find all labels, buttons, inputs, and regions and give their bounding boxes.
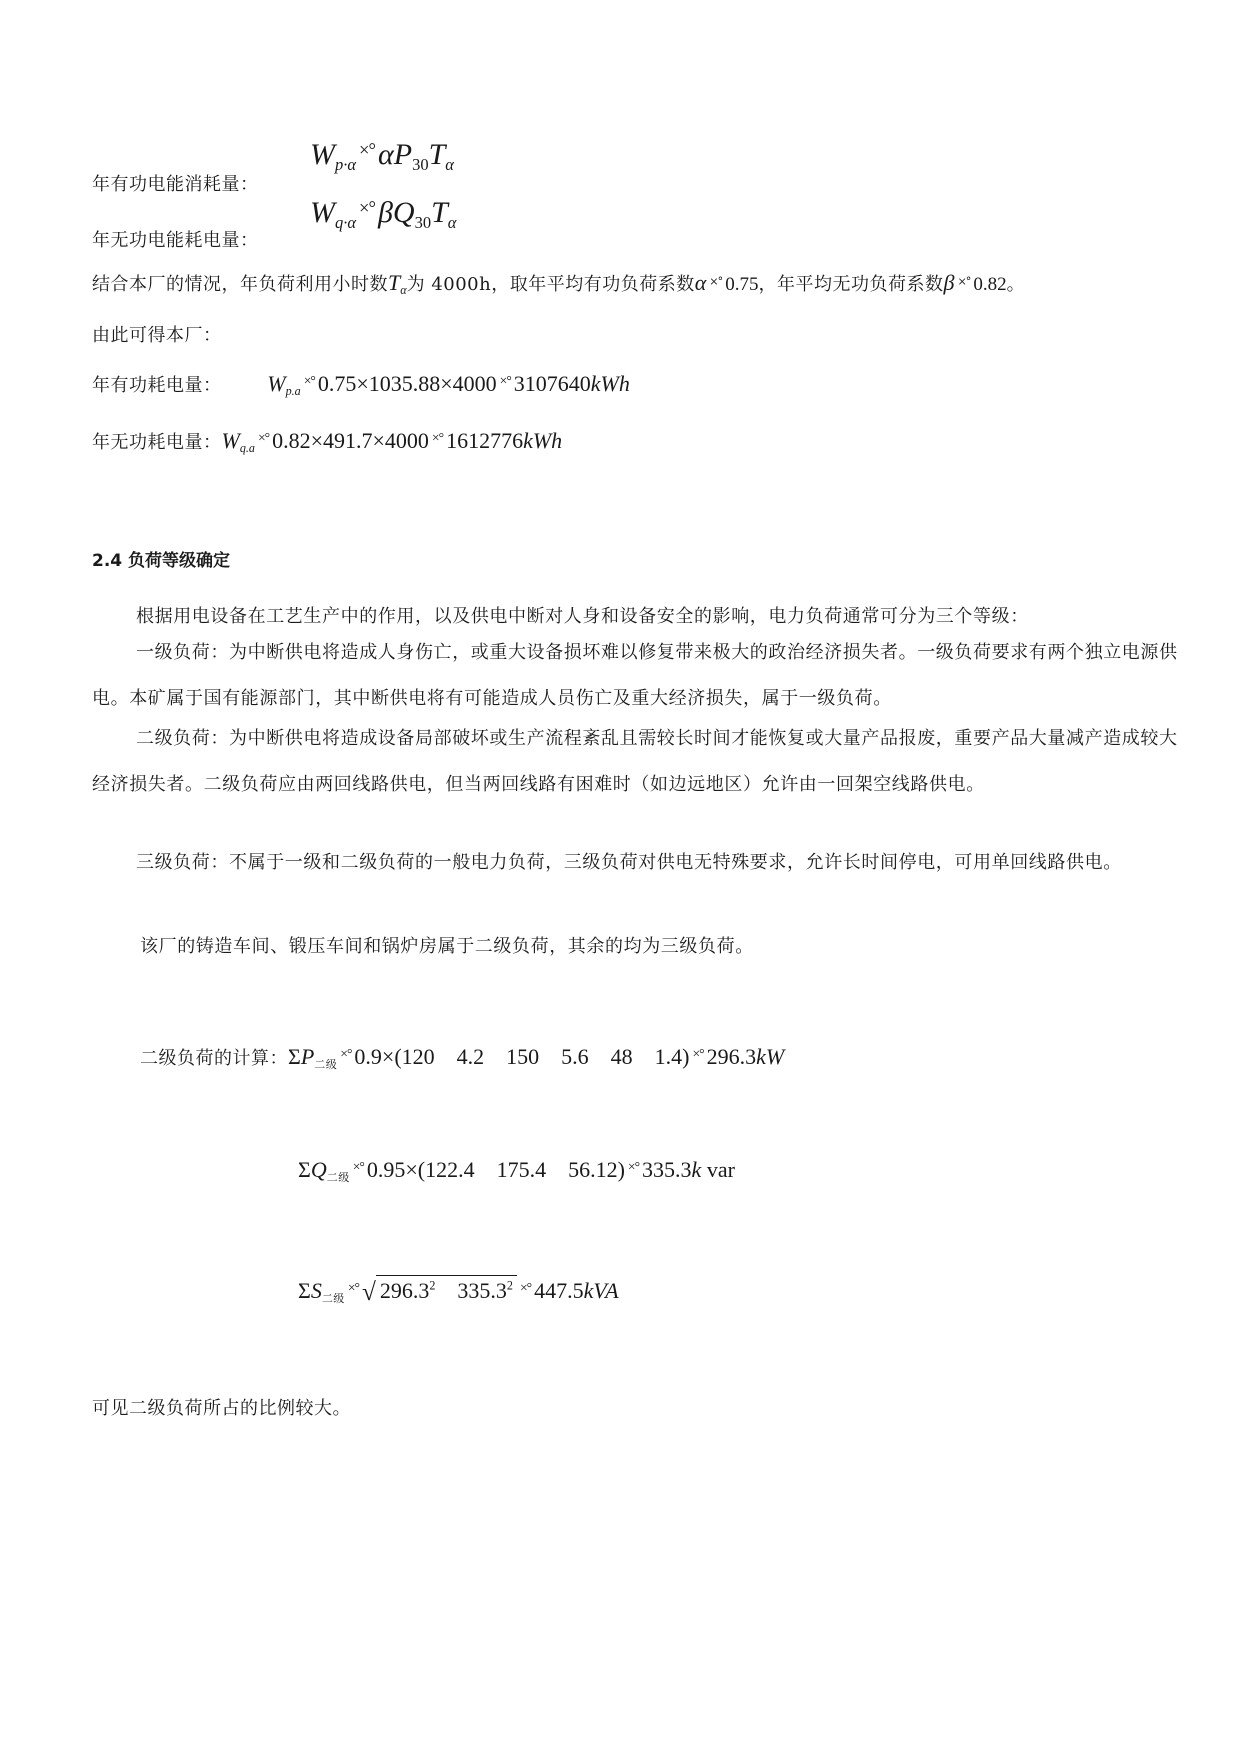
secondary-q-calc: ΣQ二级×° 0.95×(122.4 175.4 56.12) ×° 335.3k var — [298, 1157, 735, 1184]
annual-reactive-energy-formula — [92, 226, 259, 252]
paragraph-level-2: 二级负荷：为中断供电将造成设备局部破坏或生产流程紊乱且需较长时间才能恢复或大量产品报废，重要产品大量减产造成较大经济损失者。二级负荷应由两回线路供电，但当两回线路有困难时（如边远地区）允许由一回架空线路供电。 — [92, 728, 1178, 795]
secondary-s-calc: ΣS二级×° √ 296.3$^2$ 335.3$^2$ ×° 447.5kVA — [298, 1278, 619, 1307]
paragraph-level-3: 三级负荷：不属于一级和二级负荷的一般电力负荷，三级负荷对供电无特殊要求，允许长时间停电，可用单回线路供电。 — [136, 852, 1122, 873]
paragraph-factory-levels: 该厂的铸造车间、锻压车间和锅炉房属于二级负荷，其余的均为三级负荷。 — [140, 936, 754, 957]
paragraph-intro: 根据用电设备在工艺生产中的作用，以及供电中断对人身和设备安全的影响，电力负荷通常可分为三个等级： — [136, 606, 1029, 627]
annual-active-energy-formula — [92, 170, 259, 196]
square-root: √ 296.3$^2$ 335.3$^2$ — [362, 1278, 517, 1307]
annual-reactive-label: 年无功电能耗电量： — [92, 230, 259, 251]
intro-line: 结合本厂的情况，年负荷利用小时数$T_\alpha$为 4000h，取年平均有功负荷系数α ×° 0.75，年平均无功负荷系数β ×° 0.82。 — [92, 270, 1026, 298]
secondary-p-calc: 二级负荷的计算：ΣP二级×° 0.9×(120 4.2 150 5.6 48 1.4) ×° 296.3kW — [140, 1044, 785, 1071]
conclusion: 可见二级负荷所占的比例较大。 — [92, 1398, 351, 1419]
active-energy-calc: 年有功耗电量： $W_{p.a}^{\times^\circ}$ 0.75×1035.88×4000 ×° 3107640kWh — [92, 371, 630, 399]
reactive-energy-calc: 年无功耗电量：$W_{q.a}^{\times^\circ}$ 0.82×491.7×4000 ×° 1612776kWh — [92, 428, 563, 456]
section-heading: 2.4 负荷等级确定 — [92, 551, 231, 571]
wp-formula: $W_{p\cdot\alpha}^{\times^\circ}$ $\alpha P30T_\alpha$ — [310, 138, 454, 174]
annual-active-label: 年有功电能消耗量： — [92, 174, 259, 195]
intro-line-2: 由此可得本厂： — [92, 325, 222, 346]
wq-formula: $W_{q\cdot\alpha}^{\times^\circ}$ $\beta Q30T_\alpha$ — [310, 196, 457, 232]
paragraph-level-1: 一级负荷：为中断供电将造成人身伤亡，或重大设备损坏难以修复带来极大的政治经济损失者。一级负荷要求有两个独立电源供电。本矿属于国有能源部门，其中断供电将有可能造成人员伤亡及重大经济损失，属于一级负荷。 — [92, 642, 1178, 709]
